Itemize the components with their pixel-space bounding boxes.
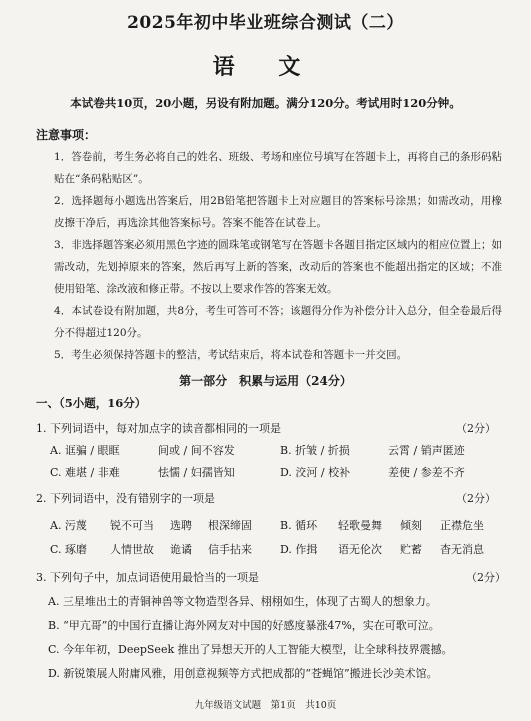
option-text: 诡谲 xyxy=(170,543,192,556)
option-text: 语无伦次 xyxy=(338,543,382,556)
option-row xyxy=(36,442,506,460)
option-text: A. 三星堆出土的青铜神兽等文物造型各异、栩栩如生，体现了古蜀人的想象力。 xyxy=(48,595,437,608)
page-footer: 九年级语文试题 第1页 共10页 xyxy=(194,700,337,711)
notice-item: 1．答卷前，考生务必将自己的姓名、班级、考场和座位号填写在答题卡上，再将自己的条形码粘贴在“条码粘贴区”。 xyxy=(54,151,502,185)
question-score: （2分） xyxy=(456,492,496,505)
option-text: C. 琢磨 xyxy=(50,543,88,556)
subject-title: 语 文 xyxy=(212,54,319,80)
option-text: D. 新锐策展人附庸风雅，用创意视频等方式把成都的“苍蝇馆”搬进长沙美术馆。 xyxy=(48,667,438,680)
option-text: 贮蓄 xyxy=(400,543,422,556)
option-text: 杳无消息 xyxy=(440,543,484,556)
option-text: 人情世故 xyxy=(110,543,154,556)
question-stem: 2. 下列词语中，没有错别字的一项是 xyxy=(36,492,215,505)
exam-info: 本试卷共10页，20小题，另设有附加题。满分120分。考试用时120分钟。 xyxy=(70,96,461,110)
option-text: B. “甲亢哥”的中国行直播让海外网友对中国的好感度暴涨47%，实在可歌可泣。 xyxy=(48,619,440,632)
notice-item: 4．本试卷设有附加题，共8分，考生可答可不答；该题得分作为补偿分计入总分，但全卷最后得分不得超过120分。 xyxy=(54,305,502,339)
question-score: （2分） xyxy=(466,571,506,584)
option-text: 根深缔固 xyxy=(208,519,252,532)
option-text: B. 折皱 / 折损 xyxy=(280,444,350,457)
option-text: A. 诓骗 / 眼眶 xyxy=(50,444,120,457)
option-text: C. 难堪 / 非难 xyxy=(50,466,120,479)
option-text: 差使 / 参差不齐 xyxy=(388,466,465,479)
notice-item: 3．非选择题答案必须用黑色字迹的圆珠笔或钢笔写在答题卡各题目指定区域内的相应位置上；如需改动，先划掉原来的答案，然后再写上新的答案，改动后的答案也不能超出指定的区域；不准使用铅笔、涂改液和修正带。不按以上要求作答的答案无效。 xyxy=(54,239,502,295)
option-row xyxy=(36,517,506,535)
option-text: C. 今年年初，DeepSeek 推出了异想天开的人工智能大模型，让全球科技界震撼。 xyxy=(48,643,453,656)
option-text: 选聘 xyxy=(170,519,192,532)
question-stem: 3. 下列句子中，加点词语使用最恰当的一项是 xyxy=(36,571,259,584)
option-text: 轻歌曼舞 xyxy=(338,519,382,532)
option-text: B. 循环 xyxy=(280,519,318,532)
option-row xyxy=(36,464,506,482)
option-text: 怯懦 / 妇孺皆知 xyxy=(158,466,235,479)
option-text: 正襟危坐 xyxy=(440,519,484,532)
option-text: D. 洨河 / 校补 xyxy=(280,466,351,479)
notice-item: 2．选择题每小题选出答案后，用2B铅笔把答题卡上对应题目的答案标号涂黑；如需改动，用橡皮擦干净后，再选涂其他答案标号。答案不能答在试卷上。 xyxy=(54,195,502,229)
option-text: D. 作揖 xyxy=(280,543,318,556)
option-text: 云霄 / 销声匿迹 xyxy=(388,444,465,457)
option-text: 信手拈来 xyxy=(208,543,252,556)
section-title: 一、（5小题，16分） xyxy=(36,396,147,410)
option-row xyxy=(36,541,506,559)
option-text: 锐不可当 xyxy=(110,519,154,532)
option-text: 倾刻 xyxy=(400,519,422,532)
part-title: 第一部分 积累与运用（24分） xyxy=(179,374,352,388)
option-text: 间或 / 间不容发 xyxy=(158,444,235,457)
option-text: A. 污蔑 xyxy=(50,519,87,532)
notice-title: 注意事项： xyxy=(36,128,97,142)
exam-title: 2025年初中毕业班综合测试（二） xyxy=(127,13,404,33)
notice-item: 5．考生必须保持答题卡的整洁，考试结束后，将本试卷和答题卡一并交回。 xyxy=(54,349,408,361)
question-score: （2分） xyxy=(456,422,496,435)
question-stem: 1. 下列词语中，每对加点字的读音都相同的一项是 xyxy=(36,422,281,435)
